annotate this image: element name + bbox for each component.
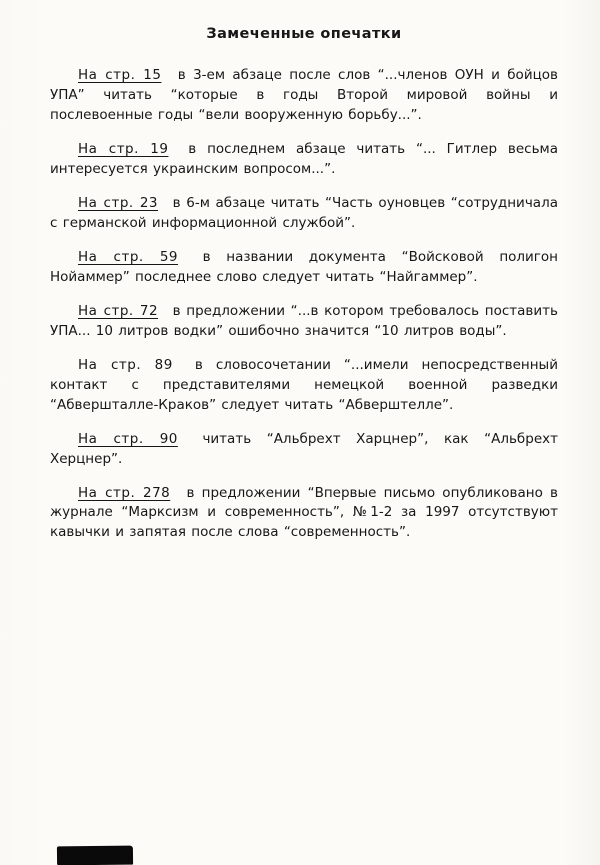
errata-entry — [50, 248, 558, 288]
errata-entry — [50, 140, 558, 180]
entry-text: в названии документа “Войсковой полигон Нойаммер” последнее слово следует читать “Найгаммер”. — [50, 248, 558, 285]
page-ref: На стр. 59 — [78, 248, 179, 265]
page-ref: На стр. 19 — [78, 140, 169, 157]
errata-entry — [50, 356, 558, 416]
entry-text: в предложении “...в котором требовалось поставить УПА... 10 литров водки” ошибочно значится “10 литров воды”. — [50, 302, 558, 339]
page-ref: На стр. 89 — [78, 356, 173, 373]
entry-text: в 6-м абзаце читать “Часть оуновцев “сотрудничала с германской информационной службой”. — [50, 194, 558, 231]
errata-entry — [50, 194, 558, 234]
page-title: Замеченные опечатки — [206, 26, 402, 42]
page-ref: На стр. 90 — [78, 430, 178, 447]
page-ref: На стр. 23 — [78, 194, 159, 211]
errata-entry — [50, 484, 558, 544]
errata-entry — [50, 302, 558, 342]
errata-entry — [50, 430, 558, 470]
page-ref: На стр. 278 — [78, 484, 171, 501]
page-ref: На стр. 15 — [78, 67, 162, 83]
page-ref: На стр. 72 — [78, 302, 159, 319]
entry-text: читать “Альбрехт Харцнер”, как “Альбрехт Херцнер”. — [50, 430, 558, 467]
entry-text: в 3-ем абзаце после слов “...членов ОУН и бойцов УПА” читать “которые в годы Второй мировой войны и послевоенные годы “вели вооруженную борьбу...”. — [50, 67, 558, 123]
entry-text: в словосочетании “...имели непосредственный контакт с представителями немецкой военной разведки “Абвершталле-Краков” следует читать “Абверштелле”. — [50, 356, 558, 413]
entry-text: в последнем абзаце читать “... Гитлер весьма интересуется украинским вопросом...”. — [50, 140, 558, 177]
entry-text: в предложении “Впервые письмо опубликовано в журнале “Марксизм и современность”, №1-2 за 1997 отсутствуют кавычки и запятая после слова “современность”. — [50, 484, 559, 541]
errata-entry — [50, 66, 558, 126]
scan-ink-artifact — [57, 846, 133, 865]
